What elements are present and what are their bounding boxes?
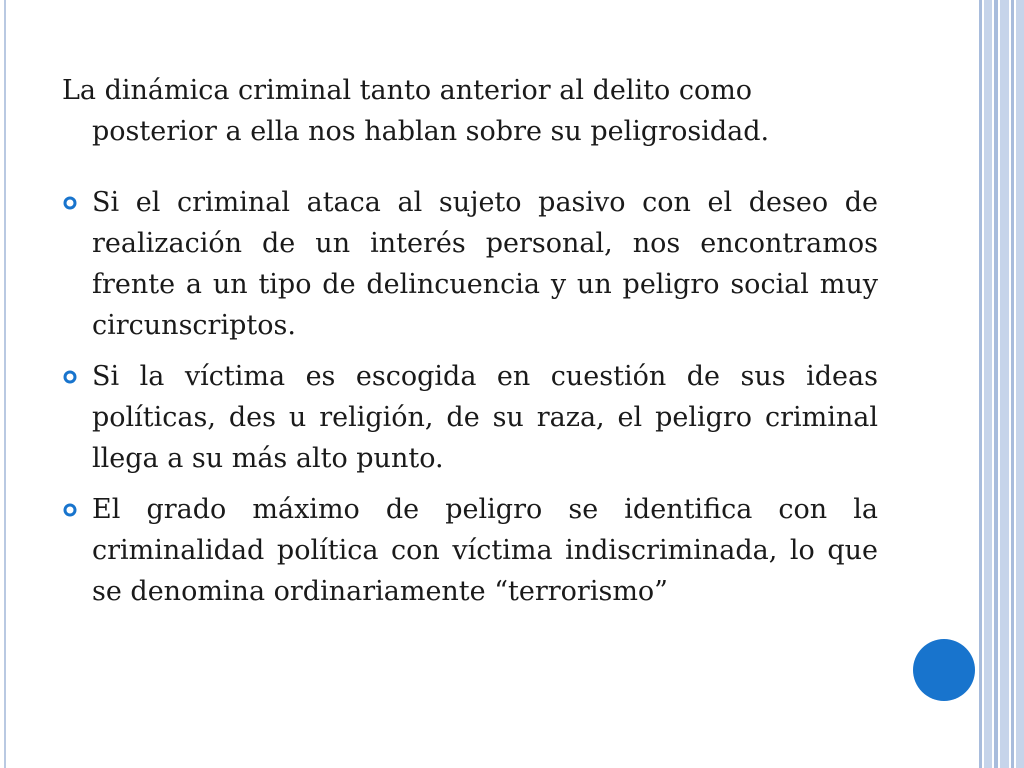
circle-bullet-icon: [63, 370, 77, 384]
bullet-item: [62, 356, 878, 479]
circle-bullet-icon: [63, 503, 77, 517]
circle-bullet-icon: [63, 196, 77, 210]
bullet-text: Si el criminal ataca al sujeto pasivo con el deseo de realización de un interés personal, nos encontramos frente a un tipo de delincuencia y un peligro social muy circunscriptos.: [92, 187, 878, 341]
bullet-text: El grado máximo de peligro se identifica con la criminalidad política con víctima indiscriminada, lo que se denomina ordinariamente “terrorismo”: [92, 494, 878, 607]
right-stripe: [1011, 0, 1014, 768]
left-border-line: [4, 0, 6, 768]
decorative-circle: [913, 639, 975, 701]
right-stripe: [1000, 0, 1009, 768]
bullet-item: [62, 489, 878, 612]
right-stripe: [979, 0, 982, 768]
bullet-item: [62, 182, 878, 346]
slide-body: [62, 70, 878, 622]
right-stripe: [984, 0, 992, 768]
right-stripe: [1016, 0, 1024, 768]
bullet-text: Si la víctima es escogida en cuestión de sus ideas políticas, des u religión, de su raza, el peligro criminal llega a su más alto punto.: [92, 361, 878, 474]
intro-paragraph: La dinámica criminal tanto anterior al delito como posterior a ella nos hablan sobre su peligrosidad.: [62, 75, 770, 147]
right-stripe: [994, 0, 998, 768]
